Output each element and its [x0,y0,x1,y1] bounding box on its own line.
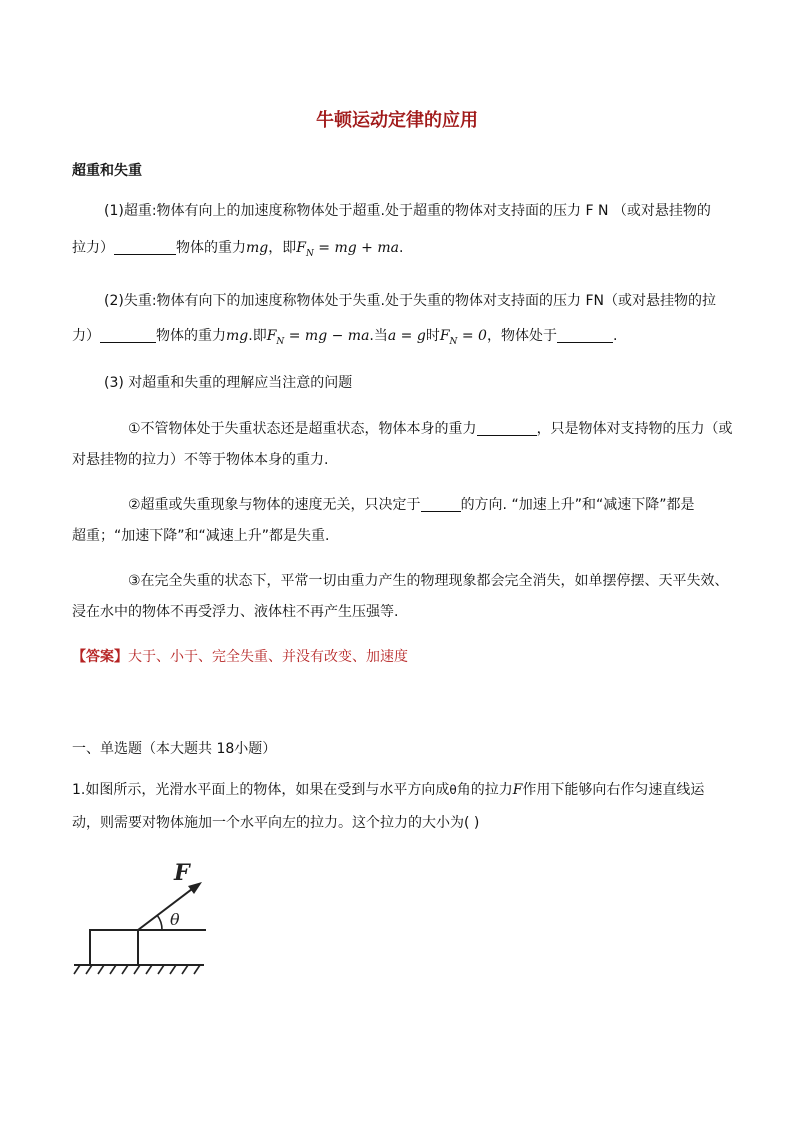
p2-mg: mg [226,328,249,344]
p2-text: .当 [369,328,388,344]
formula-f: F [439,328,450,344]
section-single-choice: 一、单选题（本大题共 18小题） [72,741,277,757]
formula-sub: N [305,248,314,259]
p2-text: . [612,328,618,344]
p2-text: 时 [425,328,440,344]
formula-f: F [296,240,306,256]
section-heading: 超重和失重 [72,163,142,179]
p1-text: ，即 [268,240,297,256]
q1-text: 角的拉力 [456,782,513,798]
p2-formula [266,328,370,347]
p6-line2: 浸在水中的物体不再受浮力、液体柱不再产生压强等. [72,604,399,620]
p4-line1 [128,418,733,440]
blank-2 [100,328,156,343]
p2-text: ，物体处于 [486,328,557,344]
blank-5 [421,497,461,512]
p2-line1: (2)失重:物体有向下的加速度称物体处于失重.处于失重的物体对支持面的压力 FN（或对悬挂物的拉 [104,293,716,309]
q1-theta: θ [449,783,457,797]
p4-text: ①不管物体处于失重状态还是超重状态，物体本身的重力 [128,421,477,437]
force-diagram [70,848,210,978]
p1-line2 [72,237,403,265]
p1-line1: (1)超重:物体有向上的加速度称物体处于超重.处于超重的物体对支持面的压力 F N （或对悬挂物的 [104,203,711,219]
formula-f: F [266,328,277,344]
p2-text: 物体的重力 [156,328,226,344]
page-title: 牛顿运动定律的应用 [316,110,478,131]
formula-rest: = mg − ma [284,328,370,344]
p3-line: (3) 对超重和失重的理解应当注意的问题 [104,375,353,391]
blank-3 [557,328,613,343]
p4-text: ，只是物体对支持物的压力（或 [536,421,733,437]
p1-text: 物体的重力 [176,240,246,256]
force-arrow [138,886,196,930]
q1-text: 1.如图所示，光滑水平面上的物体，如果在受到与水平方向成 [72,782,450,798]
p4-line2: 对悬挂物的拉力）不等于物体本身的重力. [72,452,329,468]
force-label: F [174,860,190,886]
p5-text: 的方向. “加速上升”和“减速下降”都是 [460,497,695,513]
p1-text: . [398,240,404,256]
p2-condition: a = g [387,328,426,344]
p2-formula2 [439,328,487,347]
angle-label: θ [170,910,180,929]
p1-formula [296,240,399,259]
answer-text: 大于、小于、完全失重、并没有改变、加速度 [128,649,408,665]
block [90,930,138,965]
blank-4 [477,421,537,436]
p2-text: .即 [248,328,267,344]
q1-text: 作用下能够向右作匀速直线运 [522,782,705,798]
p5-line2: 超重；“加速下降”和“减速上升”都是失重. [72,528,330,544]
p1-mg: mg [246,240,269,256]
formula-rest: = mg + ma [313,240,399,256]
formula-sub: N [449,336,458,347]
q1-line2: 动，则需要对物体施加一个水平向左的拉力。这个拉力的大小为( ) [72,815,480,831]
q1-line1 [72,779,704,801]
arrow-head [188,882,202,894]
formula-sub: N [276,336,285,347]
blank-1 [114,240,176,255]
angle-arc [157,915,162,930]
p2-line2 [72,325,617,353]
ground-hatching [74,965,200,974]
q1-force: F [512,782,523,798]
p1-text: 拉力） [72,240,114,256]
p5-text: ②超重或失重现象与物体的速度无关，只决定于 [128,497,421,513]
p2-text: 力） [72,328,100,344]
p5-line1 [128,494,694,516]
p6-line1: ③在完全失重的状态下，平常一切由重力产生的物理现象都会完全消失，如单摆停摆、天平失效、 [128,573,729,589]
answer-tag: 【答案】 [72,649,128,665]
formula-rest: = 0 [457,328,487,344]
answer-line [72,646,408,668]
